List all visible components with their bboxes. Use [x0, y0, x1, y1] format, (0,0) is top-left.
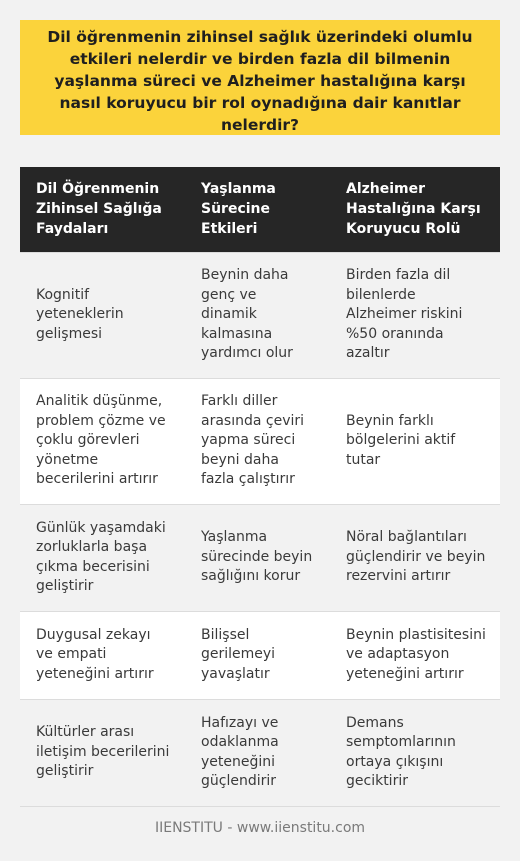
table-row [20, 504, 500, 611]
table-row [20, 252, 500, 378]
table-cell: Kültürler arası iletişim becerilerini geliştirir [20, 699, 185, 806]
table-header-row [20, 167, 500, 252]
table-cell: Hafızayı ve odaklanma yeteneğini güçlendirir [185, 699, 330, 806]
table-row [20, 699, 500, 806]
table-cell: Farklı diller arasında çeviri yapma süreci beyni daha fazla çalıştırır [185, 378, 330, 504]
table-cell: Günlük yaşamdaki zorluklarla başa çıkma becerisini geliştirir [20, 504, 185, 611]
table-cell: Beynin daha genç ve dinamik kalmasına yardımcı olur [185, 252, 330, 378]
footer-credit: IIENSTITU - www.iienstitu.com [154, 820, 366, 836]
table-cell: Duygusal zekayı ve empati yeteneğini artırır [20, 611, 185, 699]
title-banner [20, 20, 500, 135]
table-cell: Birden fazla dil bilenlerde Alzheimer riskini %50 oranında azaltır [330, 252, 500, 378]
table-cell: Beynin farklı bölgelerini aktif tutar [330, 378, 500, 504]
column-header-benefits: Dil Öğrenmenin Zihinsel Sağlığa Faydaları [20, 167, 185, 252]
table-row [20, 611, 500, 699]
table-cell: Demans semptomlarının ortaya çıkışını geciktirir [330, 699, 500, 806]
table-cell: Bilişsel gerilemeyi yavaşlatır [185, 611, 330, 699]
table-cell: Kognitif yeteneklerin gelişmesi [20, 252, 185, 378]
table-row [20, 378, 500, 504]
table-cell: Beynin plastisitesini ve adaptasyon yeteneğini artırır [330, 611, 500, 699]
column-header-aging: Yaşlanma Sürecine Etkileri [185, 167, 330, 252]
column-header-alzheimer: Alzheimer Hastalığına Karşı Koruyucu Rolü [330, 167, 500, 252]
table-cell: Yaşlanma sürecinde beyin sağlığını korur [185, 504, 330, 611]
table-cell: Analitik düşünme, problem çözme ve çoklu görevleri yönetme becerilerini artırır [20, 378, 185, 504]
page-title: Dil öğrenmenin zihinsel sağlık üzerindeki olumlu etkileri nelerdir ve birden fazla dil bilmenin yaşlanma süreci ve Alzheimer hastalığına karşı nasıl koruyucu bir rol oynadığına dair kanıtlar nelerdir? [47, 27, 473, 134]
comparison-table [20, 167, 500, 807]
table-cell: Nöral bağlantıları güçlendirir ve beyin rezervini artırır [330, 504, 500, 611]
